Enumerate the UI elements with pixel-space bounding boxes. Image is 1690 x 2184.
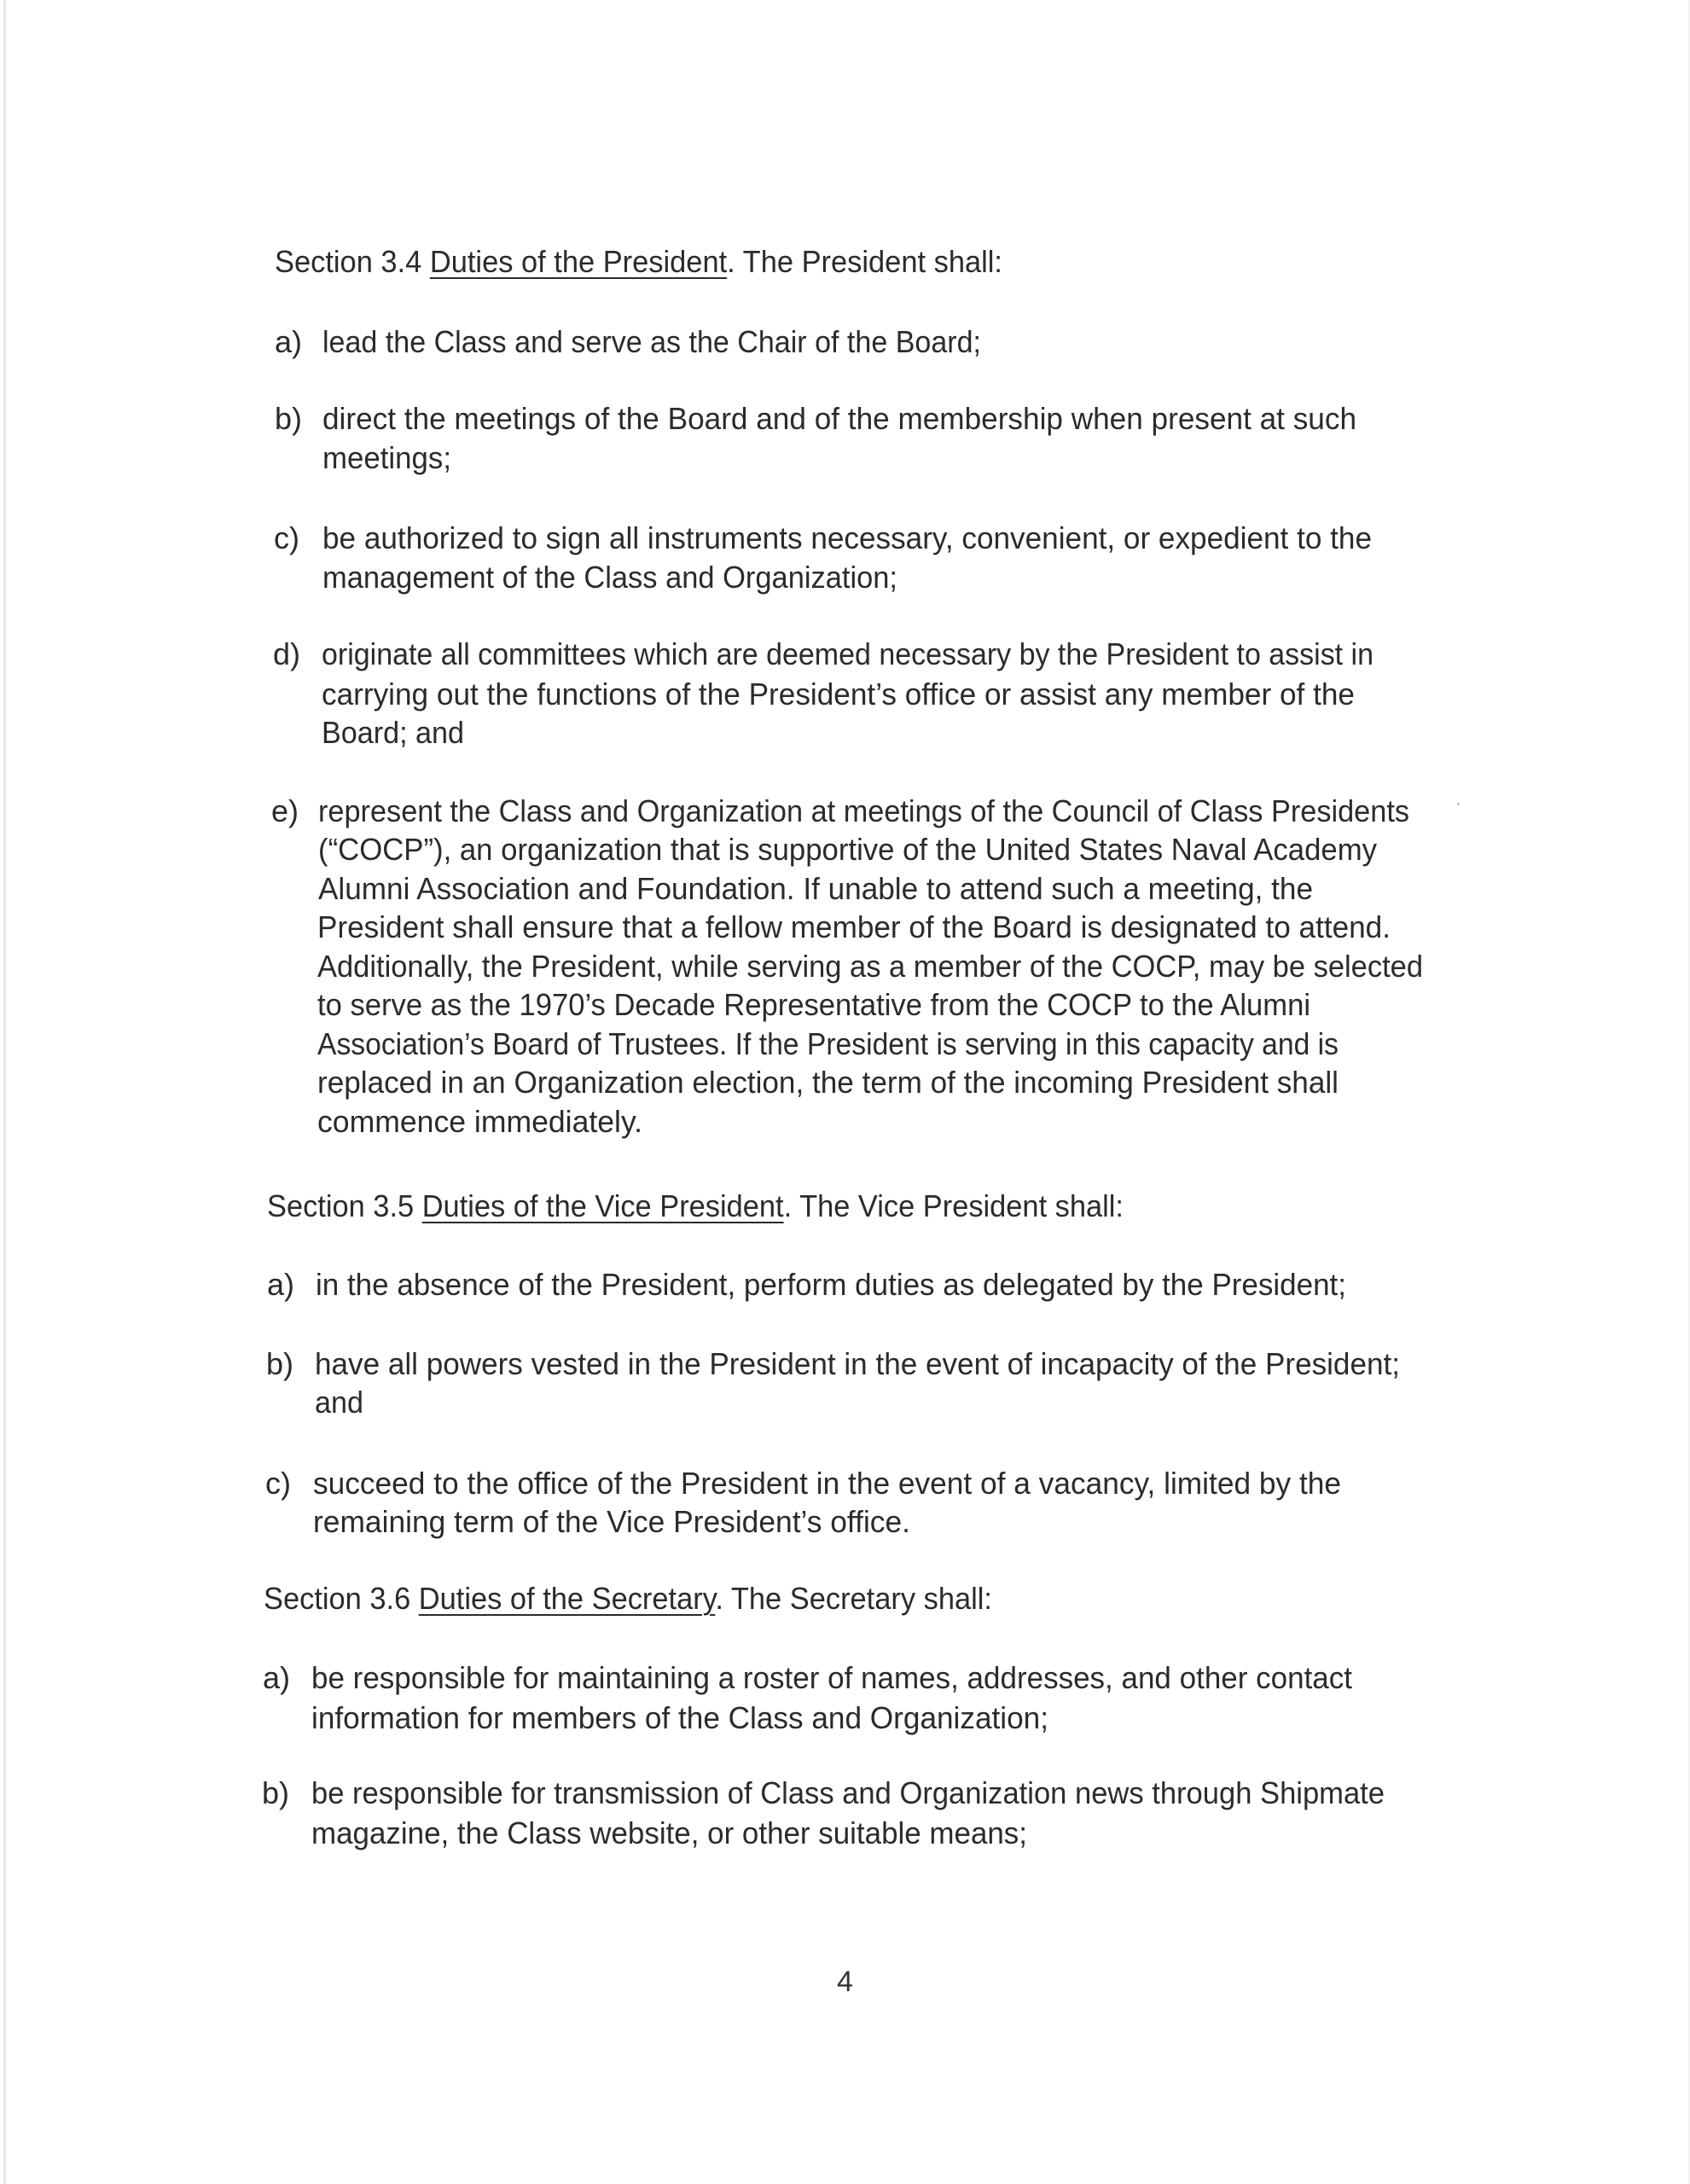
item-line: meetings; [322, 440, 451, 475]
item-line: information for members of the Class and Organization; [311, 1700, 1048, 1735]
item-line: to serve as the 1970’s Decade Representative from the COCP to the Alumni [317, 987, 1310, 1022]
item-line: commence immediately. [317, 1104, 642, 1139]
item-line: carrying out the functions of the President’s office or assist any member of the [322, 677, 1355, 712]
section-suffix: . The Vice President shall: [783, 1188, 1124, 1223]
list-marker: b) [266, 1346, 294, 1381]
item-line: succeed to the office of the President in the event of a vacancy, limited by the [313, 1466, 1341, 1501]
item-line: be responsible for maintaining a roster of names, addresses, and other contact [311, 1660, 1352, 1695]
item-line: direct the meetings of the Board and of the membership when present at such [322, 401, 1356, 436]
section-suffix: . The President shall: [727, 244, 1002, 279]
scan-speck [1457, 803, 1460, 805]
item-line: and [315, 1385, 363, 1420]
item-line: represent the Class and Organization at meetings of the Council of Class Presidents [318, 793, 1409, 828]
section-title: Duties of the Secretary [418, 1581, 716, 1616]
item-line: Board; and [322, 715, 464, 750]
section-heading [275, 244, 1002, 279]
section-prefix: Section 3.6 [264, 1581, 419, 1616]
item-line: in the absence of the President, perform duties as delegated by the President; [316, 1267, 1346, 1302]
section-title: Duties of the Vice President [421, 1188, 784, 1223]
list-marker: b) [275, 401, 303, 436]
page-number: 4 [837, 1966, 853, 1998]
section-prefix: Section 3.5 [267, 1188, 422, 1223]
item-line: Additionally, the President, while serving as a member of the COCP, may be selected [317, 949, 1423, 984]
list-marker: a) [263, 1660, 291, 1695]
list-marker: c) [265, 1466, 291, 1501]
item-line: remaining term of the Vice President’s office. [313, 1504, 910, 1539]
item-line: President shall ensure that a fellow member of the Board is designated to attend. [317, 909, 1391, 944]
item-line: have all powers vested in the President in the event of incapacity of the President; [315, 1346, 1400, 1381]
list-marker: a) [267, 1267, 295, 1302]
item-line: lead the Class and serve as the Chair of the Board; [322, 324, 981, 359]
list-marker: c) [274, 520, 299, 555]
item-line: (“COCP”), an organization that is supportive of the United States Naval Academy [318, 832, 1377, 867]
item-line: Association’s Board of Trustees. If the President is serving in this capacity and is [317, 1026, 1339, 1061]
scan-edge [3, 0, 6, 2184]
section-title: Duties of the President [429, 244, 728, 279]
item-line: management of the Class and Organization; [322, 560, 897, 595]
section-suffix: . The Secretary shall: [715, 1581, 992, 1616]
list-marker: d) [273, 636, 301, 671]
list-marker: a) [275, 324, 303, 359]
item-line: be responsible for transmission of Class and Organization news through Shipmate [311, 1775, 1385, 1810]
item-line: Alumni Association and Foundation. If unable to attend such a meeting, the [318, 871, 1313, 906]
item-line: replaced in an Organization election, the term of the incoming President shall [317, 1065, 1339, 1100]
section-heading [264, 1583, 992, 1614]
section-prefix: Section 3.4 [275, 244, 430, 279]
list-marker: e) [271, 793, 299, 828]
item-line: be authorized to sign all instruments necessary, convenient, or expedient to the [322, 520, 1372, 555]
section-heading [267, 1188, 1124, 1223]
list-marker: b) [262, 1775, 290, 1810]
item-line: originate all committees which are deemed necessary by the President to assist in [322, 636, 1373, 671]
item-line: magazine, the Class website, or other suitable means; [311, 1815, 1027, 1850]
